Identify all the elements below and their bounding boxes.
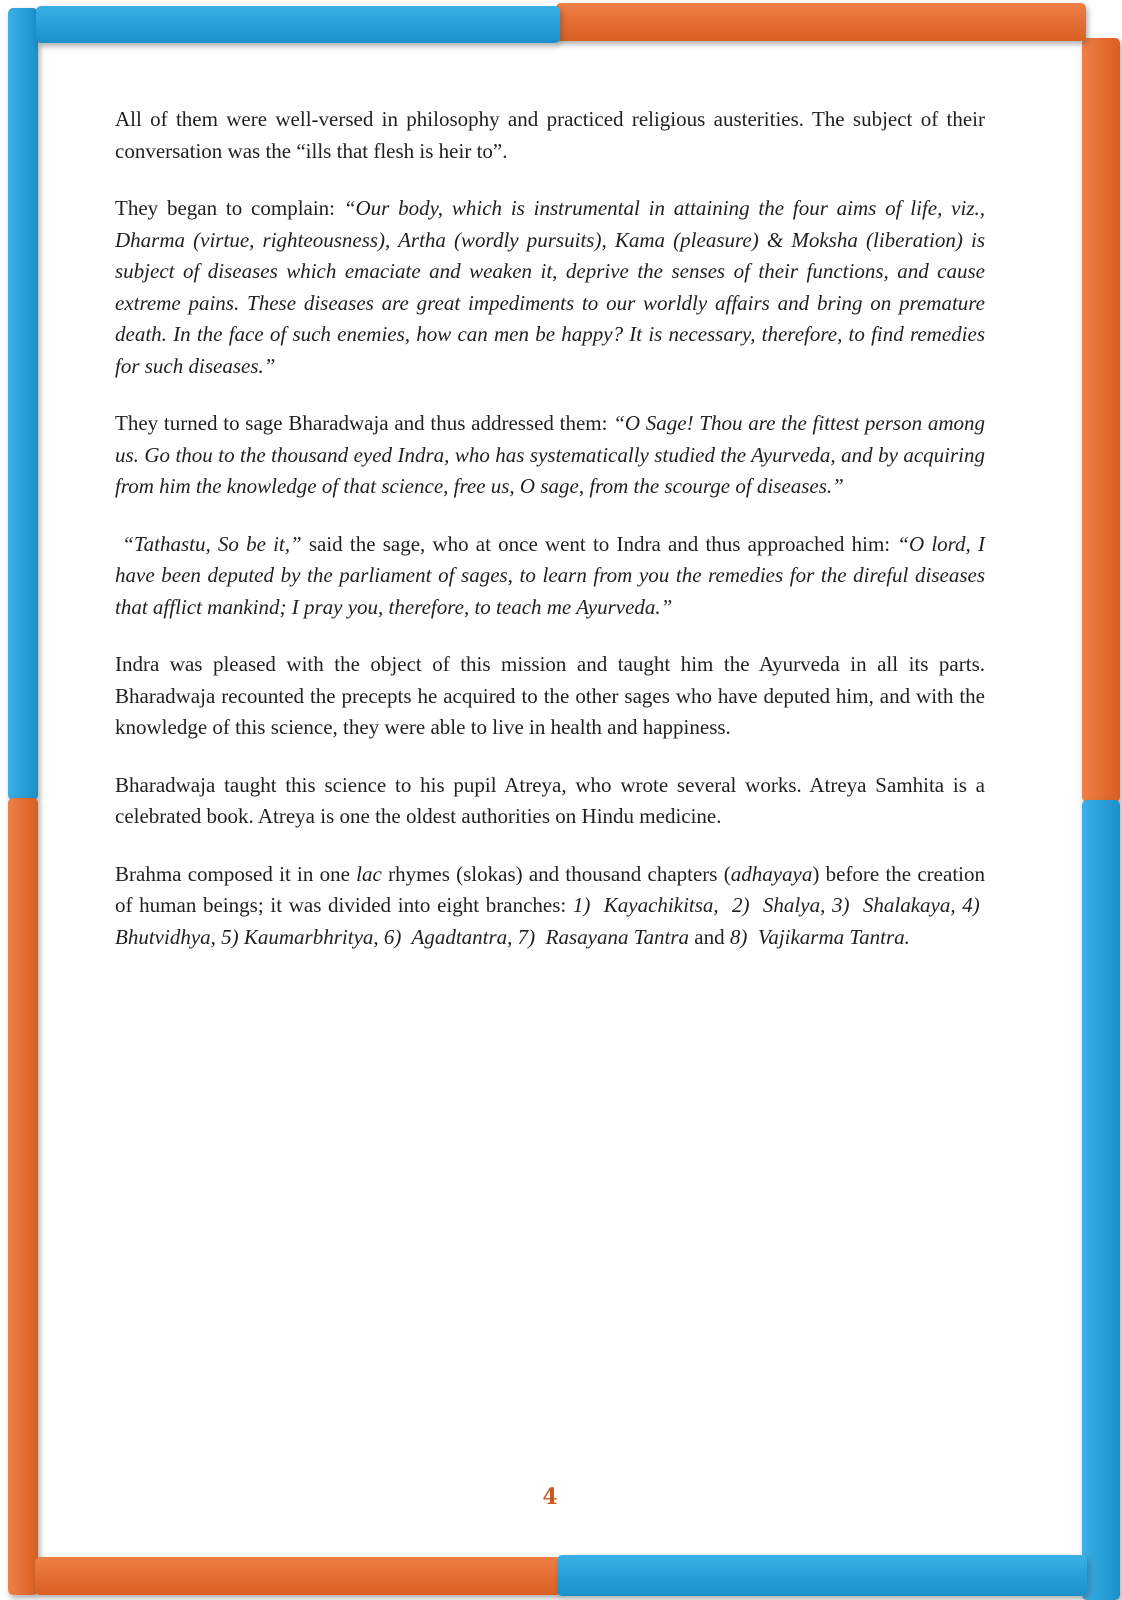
border-right-top-orange-bar [1082,38,1120,802]
paragraph [115,649,985,744]
border-top-left-blue-bar [36,6,560,43]
border-bottom-right-blue-bar [557,1555,1087,1596]
border-top-right-orange-bar [556,3,1086,41]
paragraph [115,193,985,382]
text-segment: “O Sage! Thou are the fittest person among us. Go thou to the thousand eyed Indra, who has systematically studied the Ayurveda, and by acquiring from him the knowledge of that science, free us, O sage, from the scourge of diseases.” [115,411,985,498]
text-segment: and [689,924,730,949]
text-segment: They began to complain: [115,196,344,220]
text-segment: Indra was pleased with the object of this mission and taught him the Ayurveda in all its parts. Bharadwaja recounted the precepts he acquired to the other sages who have deputed him, and with the knowledge of this science, they were able to live in health and happiness. [115,652,985,739]
text-segment: “Tathastu, So be it,” [115,531,302,556]
paragraph [115,770,985,833]
text-segment: Bharadwaja taught this science to his pupil Atreya, who wrote several works. Atreya Samhita is a celebrated book. Atreya is one the oldest authorities on Hindu medicine. [115,772,985,828]
paragraph [115,529,985,624]
document-body [115,104,985,979]
text-segment: Brahma composed it in one [115,861,357,886]
text-segment: adhayaya [730,861,813,886]
border-right-bottom-blue-bar [1082,800,1120,1600]
text-segment: ) before the creation of human beings; it was divided into eight branches: [115,861,985,917]
text-segment: “O lord, I have been deputed by the parliament of sages, to learn from you the remedies for the direful diseases that afflict mankind; I pray you, therefore, to teach me Ayurveda.” [115,531,985,619]
text-segment: said the sage, who at once went to Indra and thus approached him: [301,531,898,556]
paragraph [115,408,985,503]
text-segment: rhymes (slokas) and thousand chapters ( [381,861,731,886]
text-segment: 8) Vajikarma Tantra. [729,924,910,949]
paragraph [115,859,985,954]
border-bottom-left-orange-bar [35,1557,561,1595]
paragraph [115,104,985,167]
text-segment: All of them were well-versed in philosophy and practiced religious austerities. The subject of their conversation was the “ills that flesh is heir to”. [115,107,985,163]
text-segment: lac [356,861,382,886]
page-number: 4 [542,1484,558,1510]
text-segment: They turned to sage Bharadwaja and thus addressed them: [115,411,614,435]
text-segment: 1) Kayachikitsa, 2) Shalya, 3) Shalakaya, 4) Bhutvidhya, 5) Kaumarbhritya, 6) Agadtantra, 7) Rasayana Tantra [115,893,986,949]
border-left-bottom-orange-bar [8,798,38,1595]
text-segment: “Our body, which is instrumental in attaining the four aims of life, viz., Dharma (virtue, righteousness), Artha (wordly pursuits), Kama (pleasure) & Moksha (liberation) is subject of diseases which emaciate and weaken it, deprive the senses of their functions, and cause extreme pains. These diseases are great impediments to our worldly affairs and bring on premature death. In the face of such enemies, how can men be happy? It is necessary, therefore, to find remedies for such diseases.” [115,196,985,378]
border-left-top-blue-bar [8,8,38,800]
